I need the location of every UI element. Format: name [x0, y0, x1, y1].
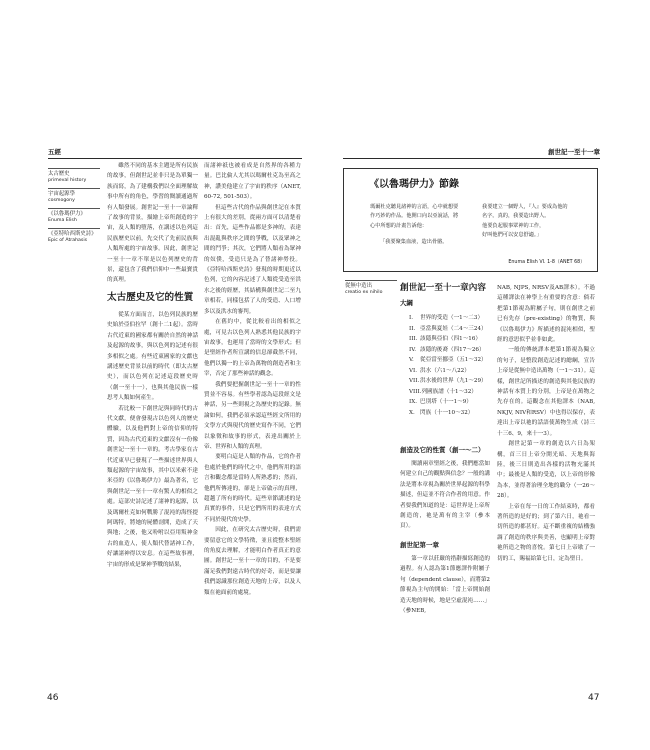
page-number-right: 47: [588, 693, 600, 703]
margin-note-english: creatio ex nihilo: [345, 290, 383, 295]
margin-note-term: 太古歷史: [48, 171, 70, 177]
page-number-left: 46: [47, 693, 59, 703]
outline-item: [409, 345, 490, 356]
outline-number: III.: [409, 336, 418, 342]
body-paragraph: 要明白這是人類的作品，它的作者也處於他們的時代之中，他們所用的語言和觀念都是當時人所熟悉的；然而，他們所傳達的，卻是上帝啟示的真理，超越了所有的時代。這些章節講述的是真實的事件，只是它們所用的表達方式不同於現代的史學。: [204, 454, 301, 523]
outline-item: [409, 397, 490, 408]
left-page-column-2: [204, 161, 301, 623]
outline-item: [409, 376, 490, 387]
excerpt-box: [343, 168, 598, 272]
outline-item: [409, 387, 490, 398]
right-page-column-2: [497, 283, 595, 623]
outline-number: IV.: [409, 346, 417, 353]
body-paragraph: 雖然不同的基本主題是所有民族的故事，但創世記並非只是為單獨一族而寫，為了建構我們以全面理解故事中所有的角色，學習的閱讀通過所有人類發展。創世記一至十一章論釋了故事的背景，描繪上帝所創造的宇宙，及人類的墮落，在講述以色列這民族歷史以前，先交代了先前民族與人類所處的宇宙故事。因此，創世記一至十一章不單是以色列歷史的背景，還包含了我們信仰中一些最寶貴的真理。: [107, 163, 198, 284]
body-paragraph: 但這些古代的作品與創世記在本質上有很大的差別，從兩方面可以清楚看出：首先，這些作品都是多神的，表達出混亂與秩序之間的爭戰，以及眾神之間的鬥爭；其次，它們將人類看為眾神的奴僕，受造只是為了替諸神勞役。《亞特哈西斯史詩》發現的時期更近以色列，它的內容記述了人類從受造至洪水之後的經歷，其結構與創世記二至九章相若，同樣包括了人的受造、人口增多以及洪水的審判。: [204, 204, 301, 315]
quote-line: 好叫他們可以安息舒適。」: [482, 232, 542, 239]
outline-text: 列國族譜（十1～32）: [421, 388, 477, 395]
margin-note: [48, 168, 100, 184]
margin-note-term: 《以魯瑪伊力》: [48, 211, 86, 217]
body-paragraph: 而諸神祇也被看成是自然界的各種力量。巴比倫人尤其以瑪爾杜克為至高之神，讚美他建立了宇宙的秩序（ANET, 60-72, 501-503）。: [204, 163, 301, 201]
margin-note-english: primeval history: [48, 178, 87, 183]
excerpt-quote-right: [482, 203, 586, 241]
body-paragraph: 一般的傳統譯本把第1節視為獨立的句子，是整段創造記述的總綱，宣告上帝是從無中造出萬物（一1～31）。這樣，創世記所描述的創造與其他民族的神話有本質上的分別，上帝是在萬物之先存在的。這觀念在其他譯本（NAB, NKJV, NIV和RSV）中也得以保存，表達出上帝以祂的話語使萬物生成（詩三十三6、9，來十一3）。: [497, 347, 595, 437]
body-paragraph: NAB, NJPS, NRSV及AB譯本）。不過這種譯法在神學上有重要的含意：倘若把第1節視為附屬子句，則在創世之前已有先存（pre-existing）的物質，與《以魯瑪伊力》所描述的混沌相似，聖經的意思似乎並非如此。: [497, 285, 595, 344]
outline-item: [409, 313, 490, 324]
body-paragraph: 因此，在研究太古歷史時，我們需要留意它的文學特徵，並且從整本聖經的角度去理解，才能明白作者真正的意圖。創世記一至十一章的目的，不是要滿足我們對遠古時代的好奇，而是要讓我們認識那位創造天地的上帝，以及人類在祂面前的處境。: [204, 527, 301, 596]
outline-number: V.: [409, 357, 414, 363]
outline-number: I.: [409, 315, 413, 321]
quote-line: 名字。真的，我要造出野人。: [482, 213, 550, 220]
body-paragraph: 第一章以莊嚴的措辭描寫創造的過程。有人認為第1節應譯作附屬子句（dependent clause），而將第2節視為主句的開始：「當上帝開始創造天地的時候，地是空虛混沌……」（參NEB,: [400, 556, 490, 615]
outline-item: [409, 324, 490, 335]
quote-line: 心中所想的計畫告訴他：: [370, 222, 428, 229]
outline-text: 從亞當至挪亞（五1～32）: [420, 357, 487, 363]
left-page-column-1: [107, 161, 198, 623]
right-page-column-1: [400, 283, 490, 623]
outline-item: [409, 334, 490, 345]
outline-item: [409, 408, 490, 419]
subsection-heading: 創世記第一章: [400, 541, 439, 549]
header-rule-right: [343, 158, 600, 159]
outline-text: 巴別塔（十一1～9）: [420, 399, 472, 405]
quote-line: 瑪爾杜克聽見諸神的言語，心中就想要: [370, 204, 459, 210]
margin-note: [48, 208, 100, 224]
margin-note: [48, 188, 100, 204]
section-heading: 太古歷史及它的性質: [107, 291, 194, 303]
outline-text: 該隱與亞伯（四1～16）: [420, 336, 482, 342]
outline-text: 亞當與夏娃（二4～三24）: [420, 325, 487, 332]
outline-item: [409, 366, 490, 377]
outline-text: 洪水後的世界（九1～29）: [420, 378, 487, 384]
outline-number: II.: [409, 325, 416, 332]
body-paragraph: 我們要把握創世記一至十一章的性質並不容易。有些學者認為這段經文是神話，另一些則視之為歷史的記錄。無論如何，我們必須承認這些經文所用的文學方式與現代的歷史寫作不同，它們以象徵和故事的形式，表達出關於上帝、世界和人類的真理。: [204, 381, 301, 450]
body-paragraph: 上帝在每一日的工作結束時，都看著所造的是好的；到了第六日，祂看一切所造的都甚好。這不斷重複的結構強調了創造的秩序與美善，也顯明上帝對祂所造之物的喜悅。第七日上帝歇了一切的工，賜福給第七日，定為聖日。: [497, 503, 595, 562]
margin-note-english: Enuma Elish: [48, 218, 77, 223]
outline-number: IX.: [409, 399, 417, 405]
body-paragraph: 在舊約中，從比較看出的相似之處，可見古以色列人熟悉其他民族的宇宙故事，也運用了當時的文學形式；但是聖經作者所宣講的信息卻截然不同，他們以獨一的上帝為萬物的創造者和主宰，否定了那些神話的觀念。: [204, 319, 301, 378]
quote-line: 「我要聚集血液，造出骨骼。: [380, 239, 448, 246]
body-paragraph: 創世記第一章的創造以六日為架構，首三日上帝分開光暗、天地與海陸，後三日則造出各樣的活物充滿其中；最後是人類的受造，以上帝的形像為本，並得著治理全地的職分（一26～28）。: [497, 441, 595, 500]
outline-list: [400, 313, 490, 418]
outline-number: VI.: [409, 367, 418, 374]
excerpt-quote-left: [370, 203, 470, 248]
outline-text: 該隱的後裔（四17～26）: [420, 346, 485, 353]
quote-line: 作巧妙的作品。他開口向以亞說話，將: [370, 213, 459, 220]
excerpt-title: 《以魯瑪伊力》節錄: [369, 179, 459, 190]
margin-note-english: cosmogony: [48, 198, 75, 203]
outline-text: 洪水（六1～八22）: [420, 367, 470, 374]
margin-note-term: 宇宙起源學: [48, 191, 75, 197]
quote-line: 他要負起服事眾神的工作，: [482, 222, 545, 229]
outline-item: [409, 355, 490, 366]
body-paragraph: 閱讀兩章聖經之後，我們應當如何建立自己的觀點與信念？一般的講法是將本章視為關於世界起源的科學描述，但這並不符合作者的用意。作者要我們知道的是：這世界是上帝所創造的，祂是萬有的主宰（參本頁）。: [400, 461, 490, 530]
outline-label: 大綱: [400, 299, 413, 307]
body-paragraph: 從某方面而言，以色列民族的歷史始於亞伯拉罕（創十二1起）。當時古代近東的國家都有關於自然的神話及起源的故事，與以色列的記述有很多相似之處。有些近東國家的文獻也講述歷史背景以前的時代（即太古歷史），而以色列在記述這段歷史時（創一至十一），也與其他民族一樣思考人類如何產生。: [107, 311, 198, 402]
body-paragraph: 若比較一下創世記與同時代的古代文獻，便會發現古以色列人的歷史體驗，以及他們對上帝的信仰的特質，因為古代近東的文獻沒有一份像創世記一至十一章的。考古學家在古代近東早已發現了一些描述世界與人類起源的宇宙故事，其中以米索不達米亞的《以魯瑪伊力》最為著名，它與創世記一至十一章有驚人的相似之處。這部史詩記述了諸神的起源，以及瑪爾杜克如何戰勝了混沌的海怪提阿瑪特，將她的屍體剖開，造成了天與地；之後，他又吩咐以亞用叛神金古的血造人，使人類代替諸神工作，好讓諸神得以安息。在這些故事裡，宇宙的形成是眾神爭戰的結果，: [107, 405, 198, 568]
header-rule-left: [48, 158, 302, 159]
running-head-right: 創世記一至十一章: [548, 148, 600, 156]
chapter-contents-heading: 創世記一至十一章內容: [400, 283, 486, 293]
excerpt-source: Enuma Elish VI. 1-8（ANET 68）: [508, 260, 585, 265]
section-heading: 創造及它的性質（創一～二）: [400, 446, 485, 454]
outline-number: X.: [409, 409, 415, 416]
quote-line: 我要建立一個野人，『人』要成為他的: [482, 204, 568, 210]
margin-note: [345, 280, 397, 296]
outline-text: 閃族（十一10～32）: [420, 409, 474, 416]
outline-number: VIII.: [409, 388, 422, 395]
outline-text: 世界的受造（一1～二3）: [420, 315, 484, 321]
running-head-left: 五經: [48, 148, 61, 156]
outline-number: VII.: [409, 378, 420, 384]
margin-note-term: 從無中造出: [345, 283, 372, 289]
margin-note-english: Epic of Atrahasis: [48, 238, 88, 243]
margin-note-term: 《亞特哈西斯史詩》: [48, 231, 97, 237]
margin-note: [48, 228, 100, 244]
